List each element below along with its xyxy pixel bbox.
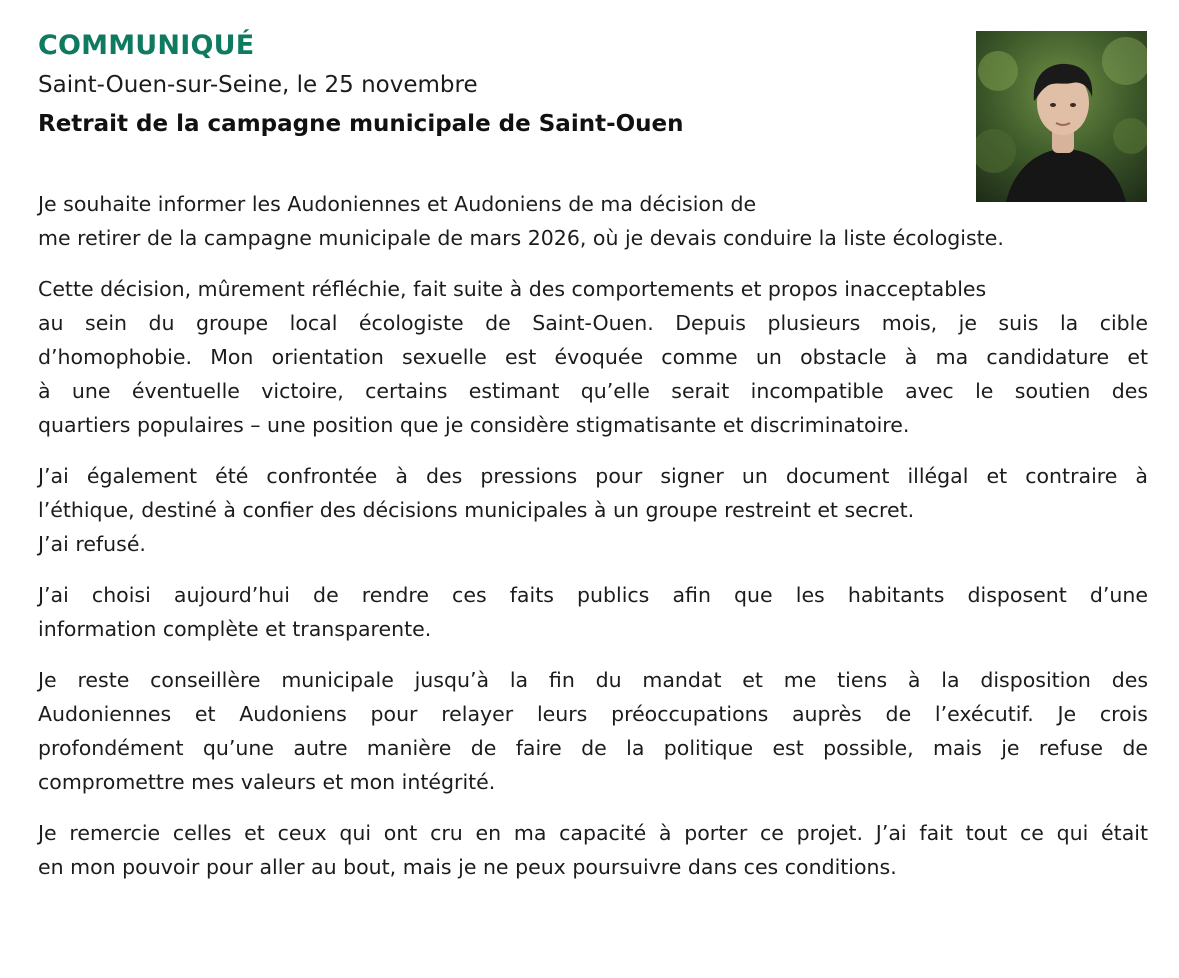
body-line: d’homophobie. Mon orientation sexuelle est évoquée comme un obstacle à ma candidature et (38, 345, 1148, 369)
body-paragraph (38, 187, 1148, 255)
press-release-header (38, 28, 938, 142)
body-line: l’éthique, destiné à confier des décisions municipales à un groupe restreint et secret. (38, 498, 915, 522)
body-line: Audoniennes et Audoniens pour relayer leurs préoccupations auprès de l’exécutif. Je crois (38, 702, 1148, 726)
portrait-photo (976, 31, 1147, 202)
body-line: profondément qu’une autre manière de faire de la politique est possible, mais je refuse de (38, 736, 1148, 760)
body-paragraph (38, 578, 1148, 646)
body-line: J’ai également été confrontée à des pressions pour signer un document illégal et contraire à (38, 464, 1148, 488)
portrait-photo-icon (976, 31, 1147, 202)
body-line: Cette décision, mûrement réfléchie, fait suite à des comportements et propos inacceptables (38, 277, 987, 301)
body-line: J’ai refusé. (38, 532, 146, 556)
body-paragraph (38, 816, 1148, 884)
body-paragraph (38, 663, 1148, 799)
body-paragraph (38, 272, 1148, 442)
body-line: quartiers populaires – une position que je considère stigmatisante et discriminatoire. (38, 413, 910, 437)
communique-label: COMMUNIQUÉ (38, 30, 255, 61)
body-line: au sein du groupe local écologiste de Saint-Ouen. Depuis plusieurs mois, je suis la cible (38, 311, 1148, 335)
place-and-date: Saint-Ouen-sur-Seine, le 25 novembre (38, 72, 478, 98)
body-line: J’ai choisi aujourd’hui de rendre ces faits publics afin que les habitants disposent d’une (38, 583, 1148, 607)
body-line: Je remercie celles et ceux qui ont cru en ma capacité à porter ce projet. J’ai fait tout ce qui était (38, 821, 1148, 845)
body-line: compromettre mes valeurs et mon intégrité. (38, 770, 496, 794)
press-release-title: Retrait de la campagne municipale de Saint-Ouen (38, 111, 684, 137)
body-line: me retirer de la campagne municipale de mars 2026, où je devais conduire la liste écologiste. (38, 226, 1004, 250)
body-line: à une éventuelle victoire, certains estimant qu’elle serait incompatible avec le soutien des (38, 379, 1148, 403)
body-paragraph (38, 459, 1148, 561)
body-line: Je reste conseillère municipale jusqu’à la fin du mandat et me tiens à la disposition des (38, 668, 1148, 692)
body-line: information complète et transparente. (38, 617, 432, 641)
body-line: Je souhaite informer les Audoniennes et Audoniens de ma décision de (38, 192, 757, 216)
body-line: en mon pouvoir pour aller au bout, mais je ne peux poursuivre dans ces conditions. (38, 855, 897, 879)
press-release-body (38, 187, 1148, 901)
